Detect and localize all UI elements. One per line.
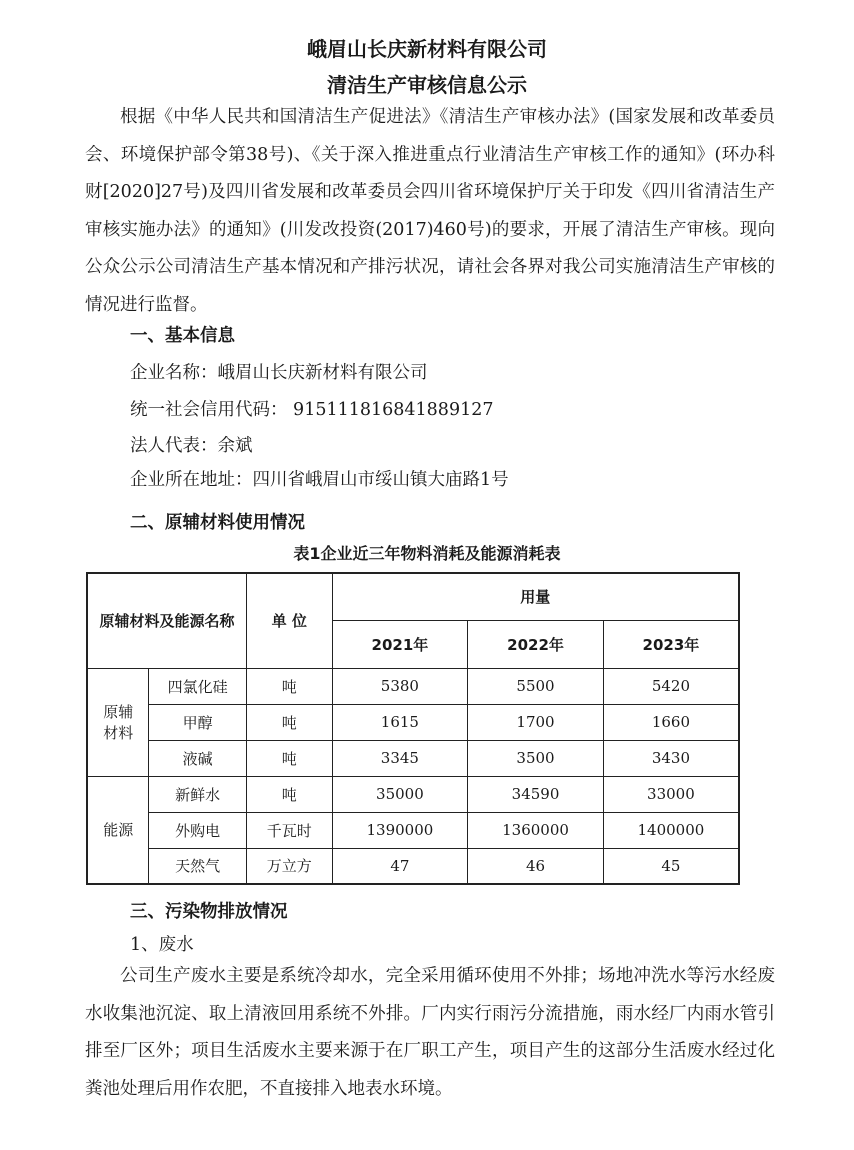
value-cell: 46 xyxy=(468,848,604,884)
group-label-energy: 能源 xyxy=(87,776,149,884)
header-year: 2021年 xyxy=(332,620,468,668)
material-name: 天然气 xyxy=(149,848,247,884)
material-unit: 万立方 xyxy=(246,848,332,884)
material-unit: 吨 xyxy=(246,704,332,740)
material-unit: 吨 xyxy=(246,776,332,812)
value-cell: 1400000 xyxy=(603,812,739,848)
header-material-name: 原辅材料及能源名称 xyxy=(87,573,246,668)
wastewater-paragraph: 公司生产废水主要是系统冷却水，完全采用循环使用不外排；场地冲洗水等污水经废水收集池沉淀、取上清液回用系统不外排。厂内实行雨污分流措施，雨水经厂内雨水管引排至厂区外；项目生活废水主要来源于在厂职工产生，项目产生的这部分生活废水经过化粪池处理后用作农肥，不直接排入地表水环境。 xyxy=(85,966,775,1099)
notice-title: 清洁生产审核信息公示 xyxy=(327,73,527,97)
value-cell: 1390000 xyxy=(332,812,468,848)
value-cell: 1660 xyxy=(603,704,739,740)
value-cell: 45 xyxy=(603,848,739,884)
intro-paragraph: 根据《中华人民共和国清洁生产促进法》《清洁生产审核办法》(国家发展和改革委员会、环境保护部令第38号)、《关于深入推进重点行业清洁生产审核工作的通知》(环办科财[2020]27号)及四川省发展和改革委员会四川省环境保护厅关于印发《四川省清洁生产审核实施办法》的通知》(川发改投资(2017)460号)的要求，开展了清洁生产审核。现向公众公示公司清洁生产基本情况和产排污状况，请社会各界对我公司实施清洁生产审核的情况进行监督。 xyxy=(85,107,775,315)
value-cell: 1360000 xyxy=(468,812,604,848)
value-cell: 3430 xyxy=(603,740,739,776)
wastewater-subheading: 1、废水 xyxy=(130,935,194,955)
group-label-materials: 原辅材料 xyxy=(87,668,149,776)
value-cell: 5420 xyxy=(603,668,739,704)
material-unit: 千瓦时 xyxy=(246,812,332,848)
value-cell: 3345 xyxy=(332,740,468,776)
material-unit: 吨 xyxy=(246,740,332,776)
section-materials-heading: 二、原辅材料使用情况 xyxy=(130,513,305,533)
material-name: 液碱 xyxy=(149,740,247,776)
company-name-line: 企业名称：峨眉山长庆新材料有限公司 xyxy=(130,363,428,383)
table-row xyxy=(87,740,739,776)
header-year: 2022年 xyxy=(468,620,604,668)
material-unit: 吨 xyxy=(246,668,332,704)
section-emissions-heading: 三、污染物排放情况 xyxy=(130,902,288,922)
address-line: 企业所在地址：四川省峨眉山市绥山镇大庙路1号 xyxy=(130,470,509,490)
header-unit: 单 位 xyxy=(246,573,332,668)
section-basic-heading: 一、基本信息 xyxy=(130,326,235,346)
table-row xyxy=(87,812,739,848)
value-cell: 1615 xyxy=(332,704,468,740)
value-cell: 3500 xyxy=(468,740,604,776)
header-usage: 用量 xyxy=(332,573,739,620)
value-cell: 33000 xyxy=(603,776,739,812)
table-row xyxy=(87,776,739,812)
value-cell: 35000 xyxy=(332,776,468,812)
value-cell: 34590 xyxy=(468,776,604,812)
company-title: 峨眉山长庆新材料有限公司 xyxy=(307,37,547,61)
table-row xyxy=(87,668,739,704)
value-cell: 5380 xyxy=(332,668,468,704)
value-cell: 5500 xyxy=(468,668,604,704)
table-caption: 表1企业近三年物料消耗及能源消耗表 xyxy=(293,544,561,563)
table-row xyxy=(87,848,739,884)
credit-code-line: 统一社会信用代码： 91511181684188912​7 xyxy=(130,400,494,420)
value-cell: 47 xyxy=(332,848,468,884)
header-year: 2023年 xyxy=(603,620,739,668)
legal-rep-line: 法人代表：余斌 xyxy=(130,436,253,456)
table-row xyxy=(87,704,739,740)
material-name: 四氯化硅 xyxy=(149,668,247,704)
material-name: 新鲜水 xyxy=(149,776,247,812)
material-name: 甲醇 xyxy=(149,704,247,740)
materials-table xyxy=(86,572,740,885)
material-name: 外购电 xyxy=(149,812,247,848)
value-cell: 1700 xyxy=(468,704,604,740)
